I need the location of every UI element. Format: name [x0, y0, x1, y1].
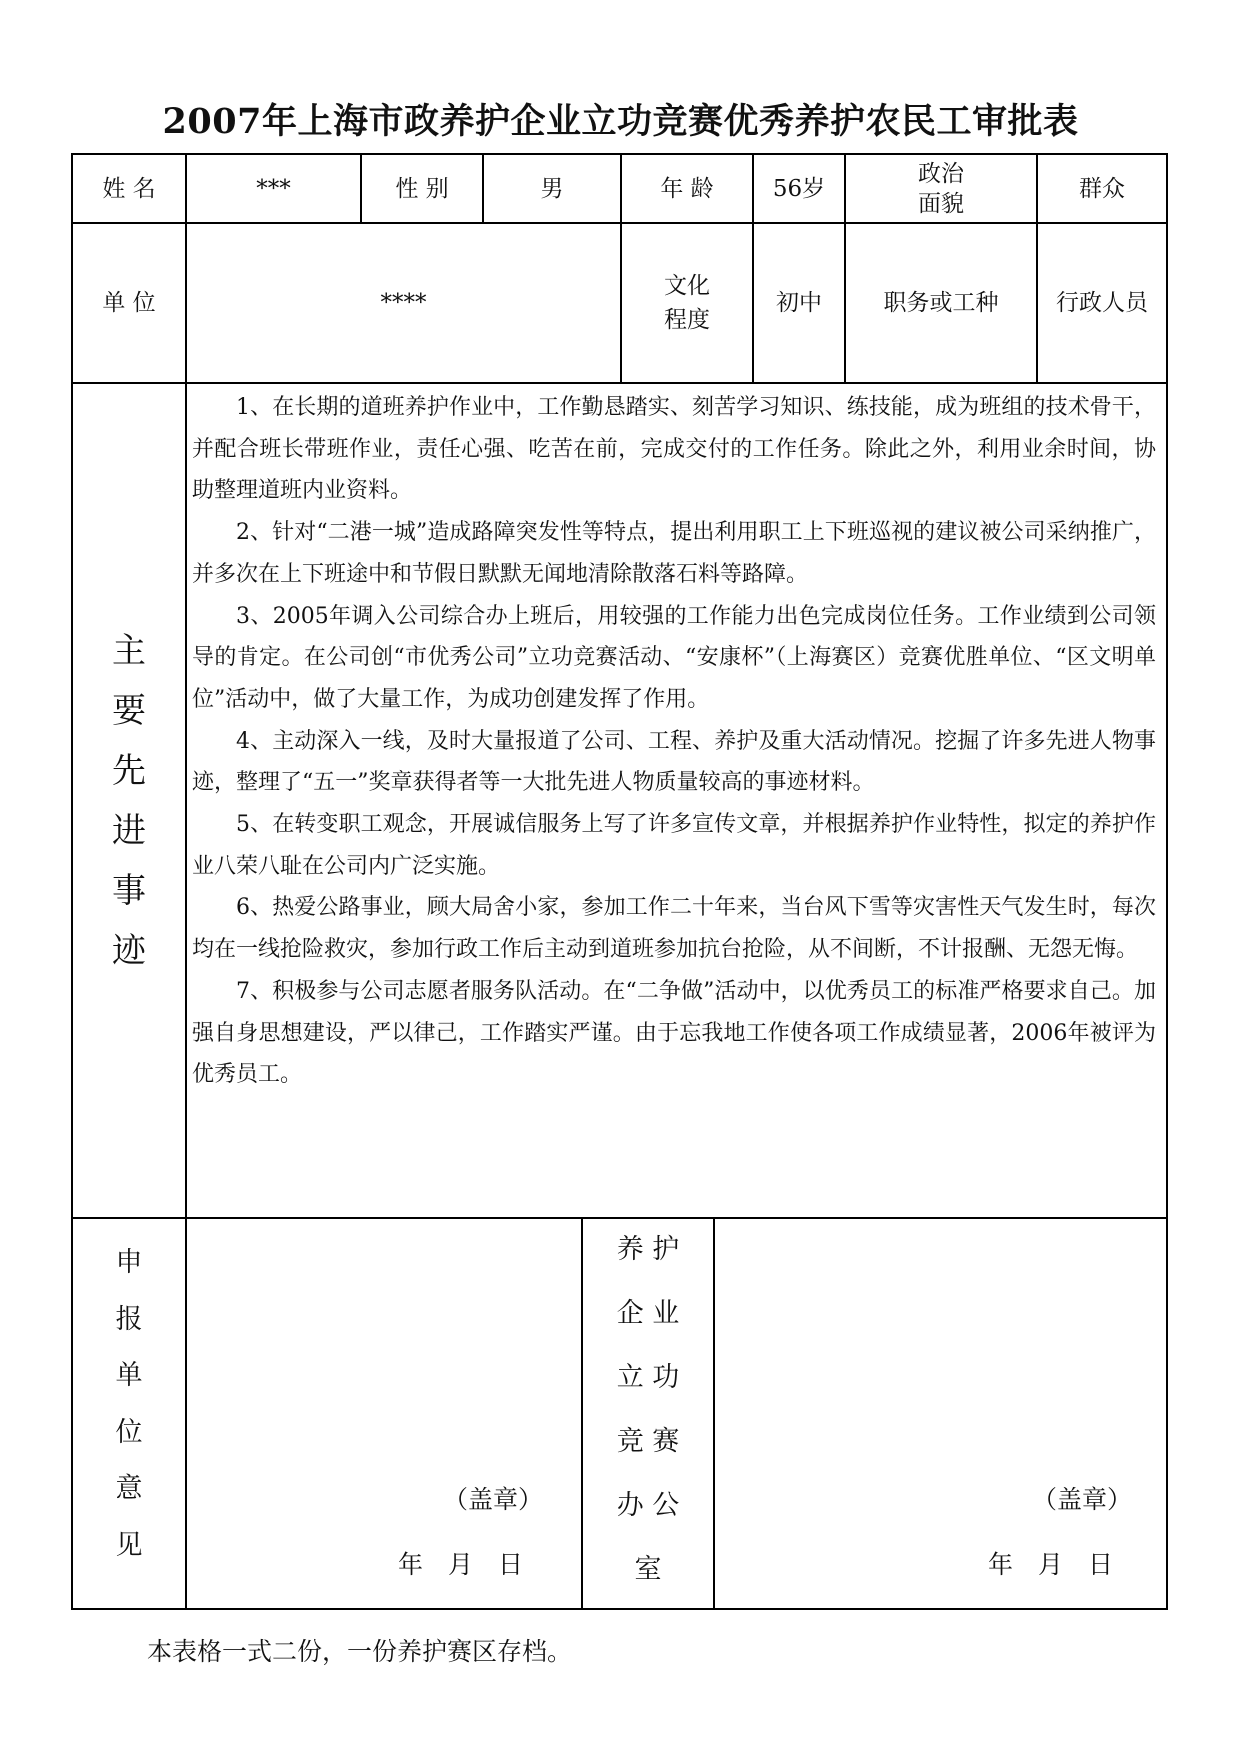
age-value: 56岁: [772, 175, 826, 202]
applicant-label-char: 报: [115, 1303, 143, 1335]
applicant-opinion-label: [73, 1235, 185, 1585]
office-seal: （盖章）: [1032, 1485, 1133, 1514]
deeds-label-char: 要: [112, 691, 146, 731]
applicant-date: 年 月 日: [398, 1550, 524, 1579]
applicant-label-char: 单: [115, 1360, 143, 1391]
office-label-line: 竞 赛: [616, 1426, 680, 1457]
footnote: 本表格一式二份，一份养护赛区存档。: [147, 1637, 573, 1666]
deed-paragraph: 4、主动深入一线，及时大量报道了公司、工程、养护及重大活动情况。挖掘了许多先进人物事迹，整理了“五一”奖章获得者等一大批先进人物质量较高的事迹材料。: [192, 728, 1156, 796]
deed-paragraph: 3、2005年调入公司综合办上班后，用较强的工作能力出色完成岗位任务。工作业绩到公司领导的肯定。在公司创“市优秀公司”立功竞赛活动、“安康杯”（上海赛区）竞赛优胜单位、“区文明单位”活动中，做了大量工作，为成功创建发挥了作用。: [192, 603, 1156, 712]
applicant-seal: （盖章）: [443, 1485, 544, 1514]
office-label-line: 室: [634, 1554, 662, 1585]
age-label: 年 龄: [660, 175, 714, 202]
applicant-label-char: 意: [115, 1473, 143, 1504]
form-title: 2007年上海市政养护企业立功竞赛优秀养护农民工审批表: [162, 101, 1079, 142]
applicant-label-char: 申: [115, 1247, 143, 1278]
office-label-line: 办 公: [616, 1490, 680, 1521]
office-label-line: 立 功: [616, 1362, 680, 1393]
unit-value: ****: [380, 290, 427, 316]
office-label-line: 养 护: [616, 1234, 680, 1265]
political-status-label-line2: 面貌: [918, 190, 964, 217]
position-label: 职务或工种: [883, 290, 999, 316]
main-deeds-text: [192, 387, 1156, 1096]
name-label: 姓 名: [102, 175, 156, 202]
education-value: 初中: [776, 290, 822, 316]
office-date: 年 月 日: [988, 1550, 1114, 1579]
education-label-line2: 程度: [664, 307, 710, 333]
deed-paragraph: 2、针对“二港一城”造成路障突发性等特点，提出利用职工上下班巡视的建议被公司采纳推广，并多次在上下班途中和节假日默默无闻地清除散落石料等路障。: [192, 520, 1156, 587]
gender-label: 性 别: [395, 175, 449, 202]
deeds-label-char: 进: [112, 811, 146, 851]
unit-label: 单 位: [102, 290, 156, 316]
deed-paragraph: 6、热爱公路事业，顾大局舍小家，参加工作二十年来，当台风下雪等灾害性天气发生时，每次均在一线抢险救灾，参加行政工作后主动到道班参加抗台抢险，从不间断，不计报酬、无怨无悔。: [192, 895, 1156, 963]
competition-office-label: [583, 1218, 713, 1604]
gender-value: 男: [540, 175, 564, 202]
name-value: ***: [256, 175, 291, 202]
applicant-label-char: 位: [115, 1416, 143, 1448]
education-label-line1: 文化: [664, 273, 710, 299]
position-value: 行政人员: [1056, 290, 1148, 316]
office-label-line: 企 业: [616, 1298, 680, 1329]
deeds-label-char: 主: [112, 631, 146, 671]
deeds-label-char: 事: [112, 871, 146, 911]
education-label: [622, 224, 752, 382]
deeds-label-char: 先: [112, 751, 146, 791]
applicant-label-char: 见: [115, 1529, 143, 1561]
political-status-label: [846, 155, 1036, 222]
deeds-label-char: 迹: [112, 931, 146, 971]
deed-paragraph: 1、在长期的道班养护作业中，工作勤恳踏实、刻苦学习知识、练技能，成为班组的技术骨干，并配合班长带班作业，责任心强、吃苦在前，完成交付的工作任务。除此之外，利用业余时间，协助整理道班内业资料。: [192, 395, 1156, 504]
main-deeds-label: [73, 384, 185, 1218]
deed-paragraph: 7、积极参与公司志愿者服务队活动。在“二争做”活动中，以优秀员工的标准严格要求自己。加强自身思想建设，严以律己，工作踏实严谨。由于忘我地工作使各项工作成绩显著，2006年被评为优秀员工。: [192, 978, 1156, 1088]
political-status-value: 群众: [1079, 175, 1125, 202]
political-status-label-line1: 政治: [918, 160, 964, 187]
deed-paragraph: 5、在转变职工观念，开展诚信服务上写了许多宣传文章，并根据养护作业特性，拟定的养护作业八荣八耻在公司内广泛实施。: [192, 812, 1156, 879]
